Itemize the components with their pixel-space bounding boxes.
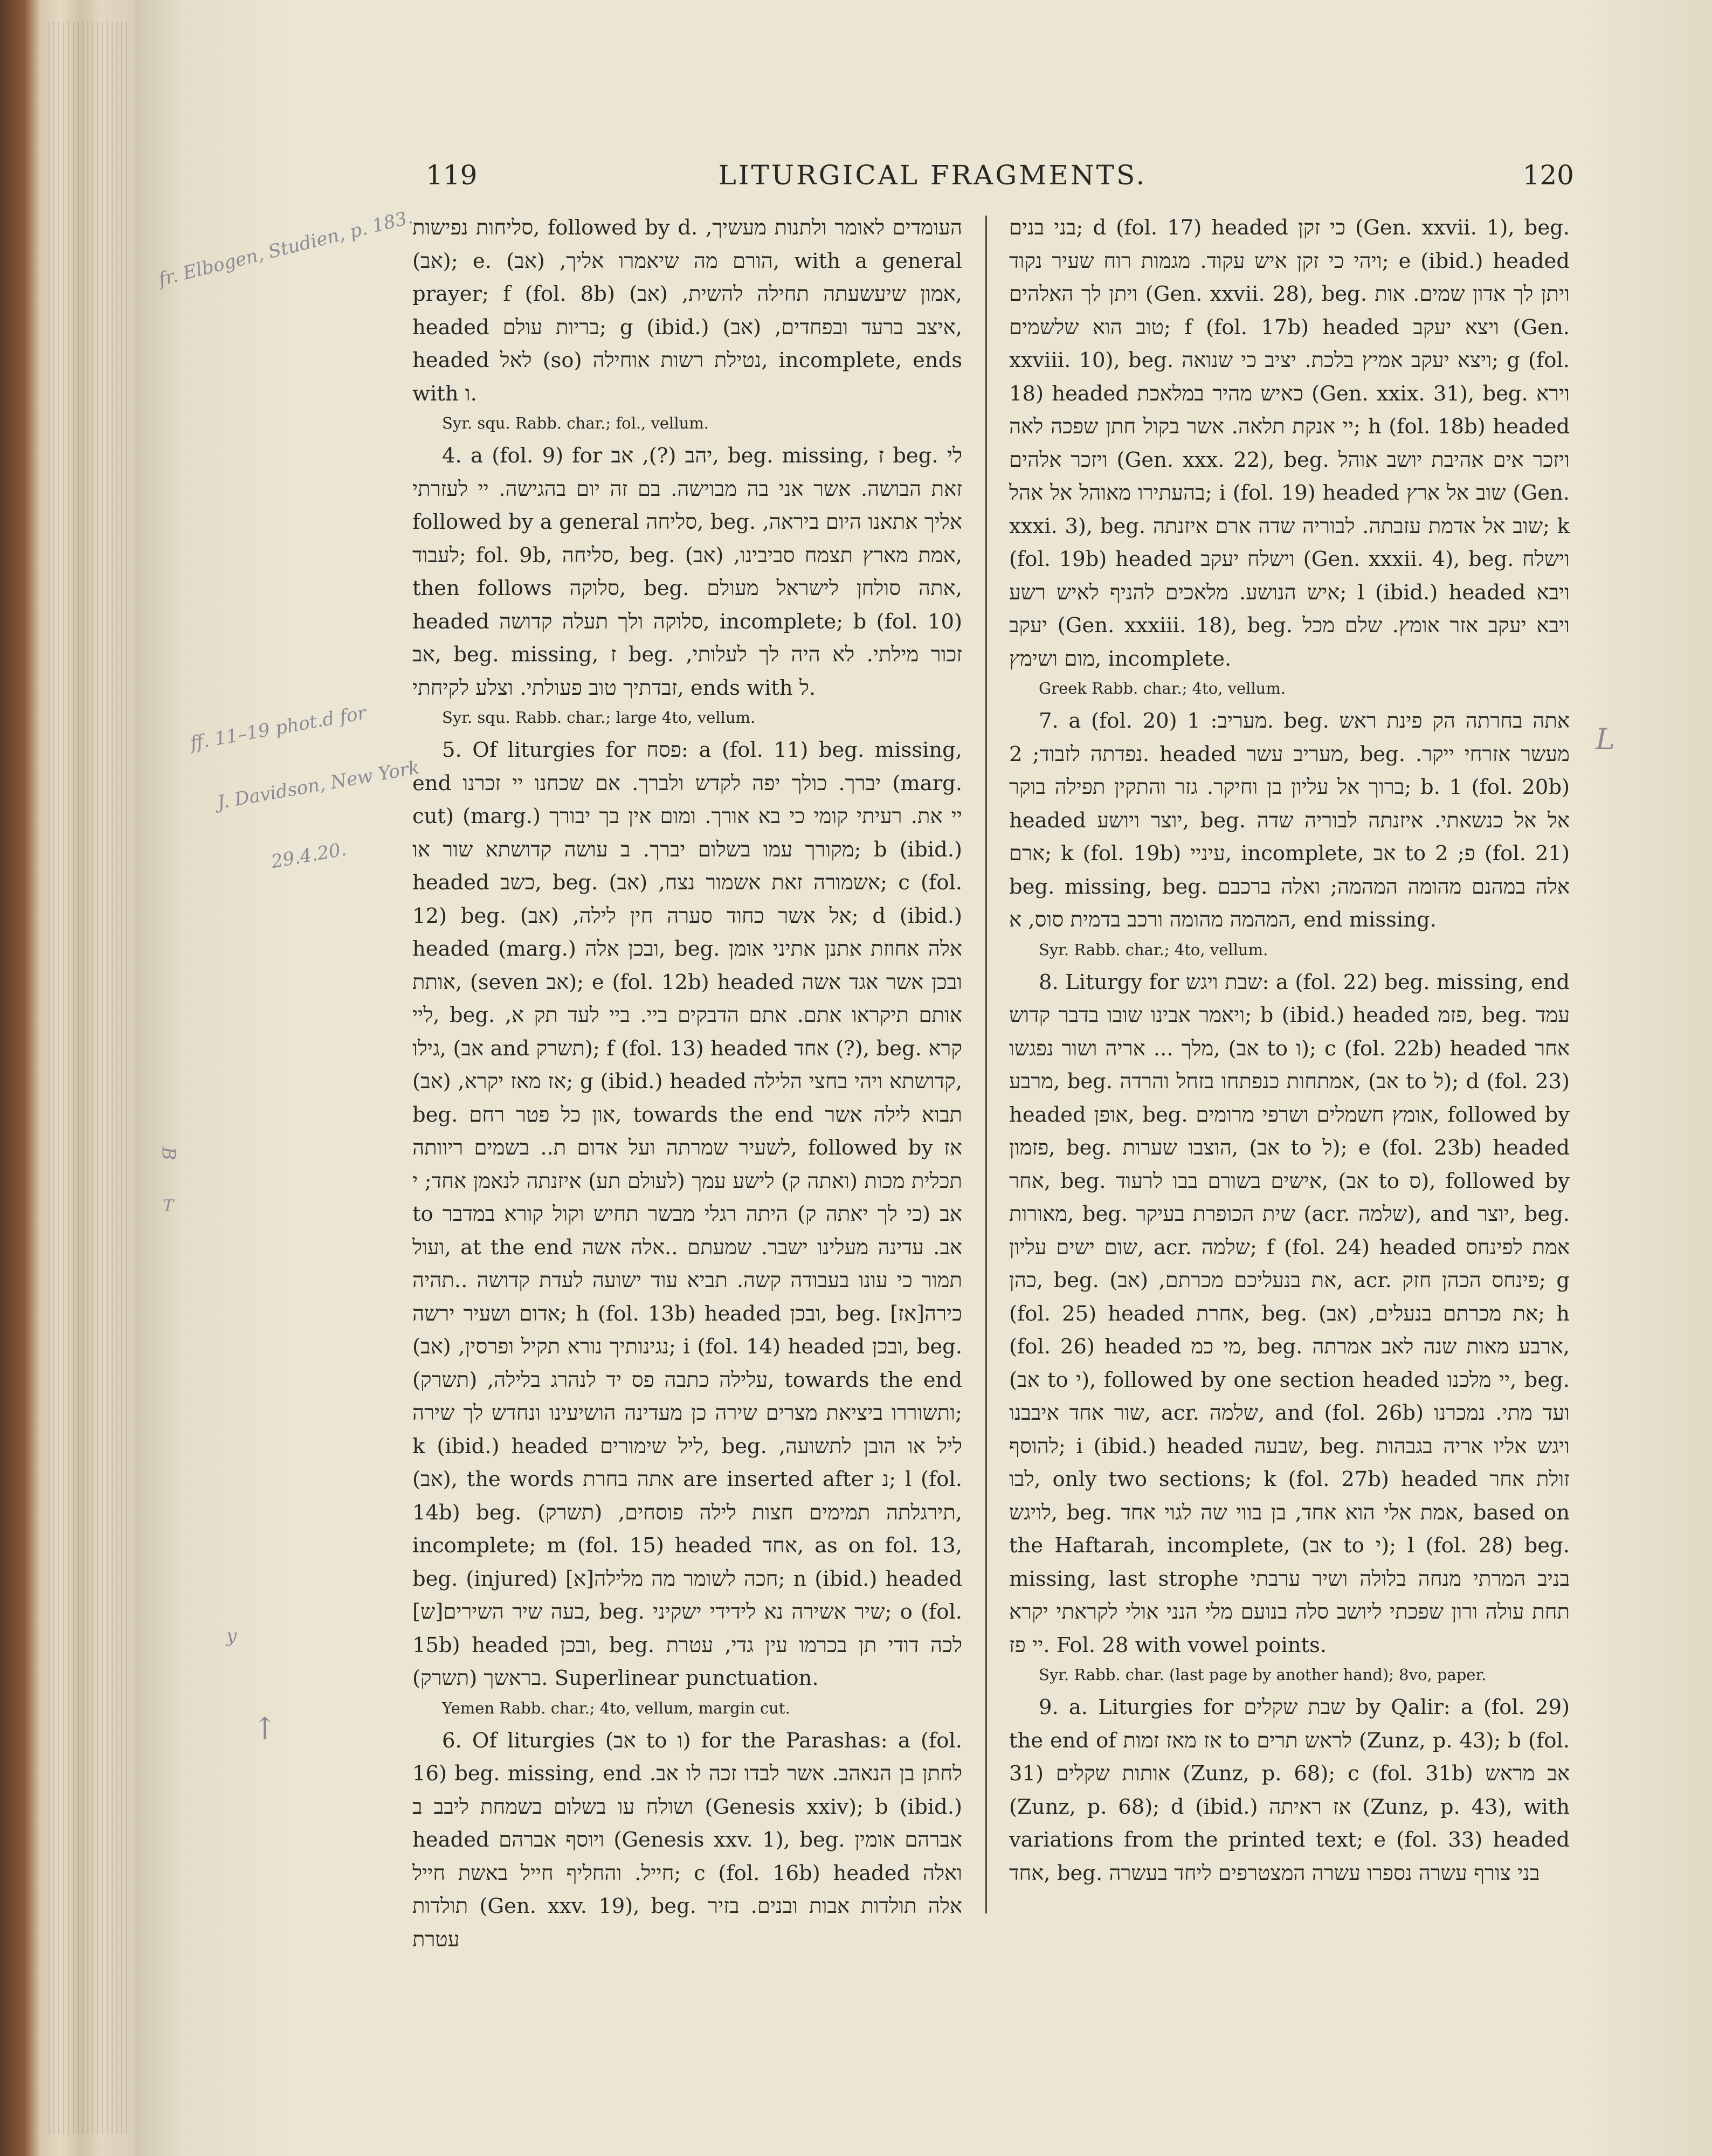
margin-note-photo: J. Davidson, New York [216, 757, 422, 814]
entry-7: 7. a (fol. 20) מעריב: 1. beg. אתה בחרתה הק פינת ראש נפדתה לזבוד; 2. headed מעריב עשר, beg. מעשר אזרחי ייקר. ברוך אל עליון בן וחיקר. גזר והתקין תפילה בוקר; b. 1 (fol. 20b) headed יוצר ויושע, beg. אל אל כנשאתי. איזנתה לבוריה שדה ארם; k (fol. 19b) עיניי, incomplete, אב to פ; 2 (fol. 21) beg. missing, beg. אלה במהנם מהומה המהמה; ואלה ברכבם המהמה מהומה ורכב בדמית סוס, א, end missing. [1009, 709, 1570, 932]
margin-mark: L [1596, 722, 1615, 756]
margin-mark: y [226, 1625, 237, 1647]
description-note: Yemen Rabb. char.; 4to, vellum, margin cut. [442, 1698, 790, 1717]
entry-text: סליחות נפישות, followed by d. העומדים לאומר ולתנות מעשיך, (אב); e. הורם מה שיאמרו אליך, (אב), with a general prayer; f (fol. 8b) אמון שיעשעתה תחילה להשית, (אב), headed בריות עולם; g (ibid.) איצב ברעד ובפחדים, (אב), headed לאל (so) נטילת רשות אוחילה, incomplete, ends with ו. [412, 216, 963, 406]
entry-text: בני בנים; d (fol. 17) headed כי זקן (Gen. xxvii. 1), beg. ויהי כי זקן איש עקוד. מגמות רוח שעיר נקוד; e (ibid.) headed ויתן לך האלהים (Gen. xxvii. 28), beg. ויתן לך אדון שמים. אות טוב הוא שלשמים; f (fol. 17b) headed ויצא יעקב (Gen. xxviii. 10), beg. ויצא יעקב אמיץ בלכת. יציב כי שנואה; g (fol. 18) headed כאיש מהיר במלאכת (Gen. xxix. 31), beg. וירא יי אנקת תלאה. אשר בקול חתן שפכה לאה; h (fol. 18b) headed ויזכר אלהים (Gen. xxx. 22), beg. ויזכר אים אהיבת יושב אוהל בהעתירו מאוהל אל אהל; i (fol. 19) headed שוב אל ארץ (Gen. xxxi. 3), beg. שוב אל אדמת עזבתה. לבוריה שדה ארם איזנתה; k (fol. 19b) headed וישלח יעקב (Gen. xxxii. 4), beg. וישלח איש הנושע. מלאכים להניף לאיש רשע; l (ibid.) headed ויבא יעקב (Gen. xxxiii. 18), beg. ויבא יעקב אזר אומץ. שלם מכל מום ושימץ, incomplete. [1009, 216, 1570, 671]
left-column [412, 211, 962, 1956]
entry-5: 5. Of liturgies for פסח: a (fol. 11) beg. missing, end יברך. כולך יפה לקדש ולברך. אם שכחנו יי זכרנו (marg. cut) (marg.) יי את. רעיתי קומי כי בא אורך. ומום אין בך יבורך מקורך עמו בשלום יברך. ב עושה קדושתא שור או; b (ibid.) headed כשב, beg. אשמורה זאת אשמור נצח, (אב); c (fol. 12) beg. אל אשר כחוד סערה חין לילה, (אב); d (ibid.) headed (marg.) ובכן אלה, beg. אלה אחוזת אתנן אתיני אומן אותת, (seven אב); e (fol. 12b) headed ובכן אשר אגד אשה ליי, beg. אותם תיקראו אתם. אתם הדבקים ביי. ביי לעד תק א, גילו, (אב and תשרק); f (fol. 13) headed אחד (?), beg. קרא אז מאז יקרא, (אב); g (ibid.) headed קדושתא ויהי בחצי הלילה, beg. און כל פטר רחם, towards the end תבוא לילה אשר לשעיר שמרתה ועל אדום ת.. בשמים ריוותה, followed by אז תכלית מכות (ואתה ק) לישע עמך (לעולם תע) איזנתה לנאמן אחד; י to אב (כי לך יאתה ק) היתה רגלי מבשר תחיש וקול קורא במדבר ועול, at the end אב. עדינה מעלינו ישבר. שמעתם ..אלה אשה תמור כי עונו בעבודה קשה. תביא עוד ישועה לעדת קדושה ..תהיה אדום ושעיר ירשה; h (fol. 13b) headed ובכן, beg. [אז]כירה נגינותיך נורא תקיל ופרסין, (אב); i (fol. 14) headed ובכן, beg. עלילה כתבה פס יד לנהרג בלילה, (תשרק), towards the end ותשוררו ביציאת מצרים שירה כן מעדינה הושיעינו ונחדש לך שירה; k (ibid.) headed ליל שימורים, beg. ליל או הובן לתשועה, (אב), the words אתה בחרת are inserted after נ; l (fol. 14b) beg. תירגלתה תמימים חצות לילה פוסחים, (תשרק), incomplete; m (fol. 15) headed אחד, as on fol. 13, beg. (injured) חכה לשומר מה מלילה[א]; n (ibid.) headed [ש]בעה שיר השירים, beg. שיר אשירה נא לידידי ישקיני; o (fol. 15b) headed ובכן, beg. לכה דודי תן בכרמו עין גדי, עטרת בראשך (תשרק). Superlinear punctuation. [412, 738, 963, 1690]
margin-note-date: 29.4.20. [270, 838, 348, 873]
book-edge [0, 0, 135, 2156]
entry-6: 6. Of liturgies (אב to ו) for the Parashas: a (fol. 16) beg. missing, end לחתן בן הנאהב. אשר לבדו זכה לו אב. ושולח עו בשלום בשמחת ליבב ב (Genesis xxiv); b (ibid.) headed ויוסף אברהם (Genesis xxv. 1), beg. אברהם אומין חייל. והחליף חייל באשת חייל; c (fol. 16b) headed ואלה תולדות (Gen. xxv. 19), beg. אלה תולדות אבות ובנים. בזיר עטרת [412, 1728, 963, 1952]
page-title: LITURGICAL FRAGMENTS. [718, 160, 1147, 191]
margin-mark: B [157, 1146, 180, 1160]
column-divider [985, 216, 987, 1913]
margin-note-reference: fr. Elbogen, Studien, p. 183. [156, 206, 415, 291]
margin-mark: T [163, 1197, 174, 1215]
description-note: Syr. Rabb. char.; 4to, vellum. [1039, 940, 1268, 959]
page-edges [49, 22, 129, 2134]
entry-4: 4. a (fol. 9) for יהב (?), אב, beg. missing, ז beg. לי זאת הבושה. אשר אני בה מבוישה. בם זה יום בהגישה. יי לעזרתי followed by a general סליחה, beg. אליך אתאנו היום ביראה, לעבוד; fol. 9b, סליחה, beg. אמת מארץ תצמח סביבינו, (אב), then follows סלוקה, beg. אתה סולחן לישראל מעולם, headed סלוקה ולך תעלה קדושה, incomplete; b (fol. 10) אב, beg. missing, ז beg. זכור מילתי. לא היה לך לעלותי, זבדתיך טוב פעולתי. וצלע לקיחתי, ends with ל. [412, 444, 963, 700]
entry-8: 8. Liturgy for שבת ויגש: a (fol. 22) beg. missing, end ויאמר אבינו שובו בדבר קדוש; b (ibid.) headed פזמ, beg. עמד מלך ... אריה ושור נפגשו, (אב to ו); c (fol. 22b) headed אחר מרבע, beg. אמתחות כנפתחו בזחל והרדה, (אב to ל); d (fol. 23) headed אופן, beg. אומץ חשמלים ושרפי מרומים, followed by פזמון, beg. הוצבו שערות, (אב to ל); e (fol. 23b) headed אחר, beg. אישים בשורם בבו לרעוד, (אב to ס), followed by מאורות, beg. שית הכופרת בעיקר (acr. שלמה), and יוצר, beg. שום ישים עליון, acr. שלמה; f (fol. 24) headed אמת לפינחס כהן, beg. את בנעליכם מכרתם, (אב), acr. פינחס הכהן חזק; g (fol. 25) headed אחרת, beg. את מכרתם בנעלים, (אב); h (fol. 26) headed מי כמ, beg. ארבע מאות שנה לאב אמרתה, (אב to י), followed by one section headed יי מלכנו, beg. שור אחד איבבנו, acr. שלמה, and (fol. 26b) ועד מתי. נמכרנו להוסף; i (ibid.) headed שבעה, beg. ויגש אליו אריה בגבהות לבו, only two sections; k (fol. 27b) headed זולת אחר לויגש, beg. אמת אלי הוא אחד, בן בווי שה לגוי אחד, based on the Haftarah, incomplete, (אב to י); l (fol. 28) beg. missing, last strophe בניב המרתי מנחה בלולה ושיר ערבתי תחת עולה ורון שפכתי ליושב סלה בנועם מלי הנני אולי לקראתי יקרא יי פז. Fol. 28 with vowel points. [1009, 970, 1570, 1657]
page-number-left: 119 [426, 160, 478, 191]
description-note: Greek Rabb. char.; 4to, vellum. [1039, 679, 1286, 697]
right-column [1009, 211, 1570, 1890]
entry-9: 9. a. Liturgies for שבת שקלים by Qalir: a (fol. 29) the end of אז מאז זמות to לראש תרים (Zunz, p. 43); b (fol. 31) אותות שקלים (Zunz, p. 68); c (fol. 31b) אב מראש (Zunz, p. 68); d (ibid.) אז ראיתה (Zunz, p. 43), with variations from the printed text; e (fol. 33) headed אחד, beg. בני צורף עשרה נספרו עשרה המצטרפים ליחד בעשרה [1009, 1695, 1570, 1885]
page-number-right: 120 [1522, 160, 1574, 191]
description-note: Syr. Rabb. char. (last page by another hand); 8vo, paper. [1039, 1666, 1487, 1684]
description-note: Syr. squ. Rabb. char.; large 4to, vellum. [442, 708, 756, 727]
margin-arrow-mark: ↑ [252, 1711, 278, 1746]
margin-note-photo: ff. 11–19 phot.d for [189, 702, 368, 755]
description-note: Syr. squ. Rabb. char.; fol., vellum. [442, 414, 709, 432]
running-head [280, 160, 1585, 203]
